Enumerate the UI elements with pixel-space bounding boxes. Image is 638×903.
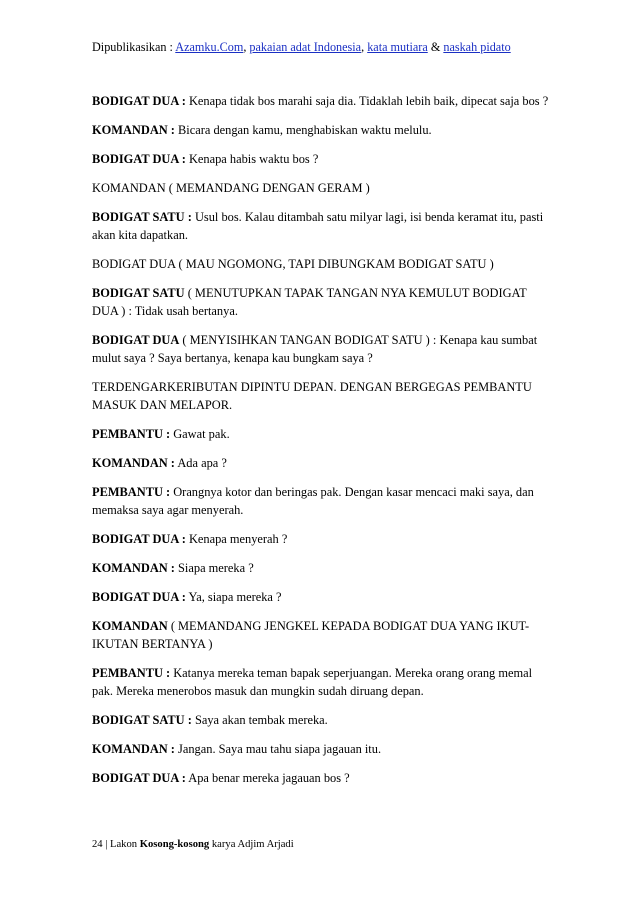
speaker: BODIGAT SATU : (92, 713, 192, 727)
speaker: KOMANDAN (92, 619, 168, 633)
dialogue-line (92, 284, 552, 320)
page-footer (92, 838, 294, 852)
speaker: BODIGAT DUA : (92, 94, 186, 108)
dialogue-text: ( MEMANDANG JENGKEL KEPADA BODIGAT DUA YANG IKUT-IKUTAN BERTANYA ) (92, 619, 530, 651)
speaker: PEMBANTU : (92, 666, 171, 680)
dialogue-text: Gawat pak. (170, 427, 230, 441)
dialogue-line (92, 150, 552, 168)
dialogue-line (92, 588, 552, 606)
dialogue-text: Bicara dengan kamu, menghabiskan waktu melulu. (174, 123, 432, 137)
dialogue-text: ( MENYISIHKAN TANGAN BODIGAT SATU ) : Kenapa kau sumbat mulut saya ? Saya bertanya, kenapa kau bungkam saya ? (92, 333, 538, 365)
speaker: PEMBANTU : (92, 485, 171, 499)
stage-direction (92, 179, 552, 197)
dialogue-text: Orangnya kotor dan beringas pak. Dengan kasar mencaci maki saya, dan memaksa saya agar menyerah. (92, 485, 534, 517)
dialogue-text: Saya akan tembak mereka. (191, 713, 328, 727)
dialogue-line (92, 208, 552, 244)
script-body (92, 92, 552, 798)
dialogue-text: Kenapa habis waktu bos ? (185, 152, 319, 166)
dialogue-line (92, 483, 552, 519)
dialogue-line (92, 425, 552, 443)
page-number: 24 (92, 839, 103, 850)
dialogue-line (92, 617, 552, 653)
dialogue-line (92, 92, 552, 110)
speaker: BODIGAT SATU : (92, 210, 192, 224)
header-sep: & (427, 40, 444, 54)
dialogue-text: ( MENUTUPKAN TAPAK TANGAN NYA KEMULUT BODIGAT DUA ) : Tidak usah bertanya. (92, 286, 527, 318)
link-pakaian-adat[interactable]: pakaian adat Indonesia (249, 40, 362, 54)
link-kata-mutiara[interactable]: kata mutiara (367, 40, 428, 54)
speaker: BODIGAT DUA : (92, 532, 186, 546)
dialogue-text: Kenapa menyerah ? (185, 532, 288, 546)
link-naskah-pidato[interactable]: naskah pidato (443, 40, 511, 54)
speaker: BODIGAT DUA : (92, 771, 186, 785)
stage-direction (92, 255, 552, 273)
dialogue-text: Jangan. Saya mau tahu siapa jagauan itu. (174, 742, 382, 756)
dialogue-line (92, 454, 552, 472)
speaker: BODIGAT DUA (92, 333, 180, 347)
dialogue-text: Kenapa tidak bos marahi saja dia. Tidaklah lebih baik, dipecat saja bos ? (185, 94, 549, 108)
page-header (92, 40, 562, 55)
header-sep: , (243, 40, 250, 54)
stage-direction (92, 378, 552, 414)
link-azamku[interactable]: Azamku.Com (175, 40, 244, 54)
dialogue-line (92, 711, 552, 729)
speaker: KOMANDAN : (92, 561, 175, 575)
play-title: Kosong-kosong (139, 839, 210, 850)
dialogue-text: Apa benar mereka jagauan bos ? (185, 771, 350, 785)
footer-author: karya Adjim Arjadi (209, 839, 294, 850)
dialogue-line (92, 664, 552, 700)
header-sep: , (361, 40, 368, 54)
dialogue-text: Ya, siapa mereka ? (185, 590, 282, 604)
footer-sep: | Lakon (102, 839, 140, 850)
dialogue-line (92, 559, 552, 577)
speaker: KOMANDAN : (92, 456, 175, 470)
dialogue-line (92, 331, 552, 367)
speaker: KOMANDAN : (92, 742, 175, 756)
dialogue-text: Ada apa ? (174, 456, 227, 470)
speaker: BODIGAT DUA : (92, 152, 186, 166)
speaker: PEMBANTU : (92, 427, 171, 441)
direction-text: BODIGAT DUA ( MAU NGOMONG, TAPI DIBUNGKAM BODIGAT SATU ) (92, 257, 494, 271)
dialogue-text: Katanya mereka teman bapak seperjuangan. Mereka orang orang memal pak. Mereka menerobos masuk dan mungkin sudah diruang depan. (92, 666, 533, 698)
direction-text: KOMANDAN ( MEMANDANG DENGAN GERAM ) (92, 181, 370, 195)
header-prefix: Dipublikasikan : (92, 40, 176, 54)
direction-text: TERDENGARKERIBUTAN DIPINTU DEPAN. DENGAN BERGEGAS PEMBANTU MASUK DAN MELAPOR. (92, 380, 532, 412)
dialogue-text: Siapa mereka ? (174, 561, 254, 575)
dialogue-line (92, 769, 552, 787)
dialogue-line (92, 121, 552, 139)
dialogue-text: Usul bos. Kalau ditambah satu milyar lagi, isi benda keramat itu, pasti akan kita dapatkan. (92, 210, 544, 242)
dialogue-line (92, 530, 552, 548)
dialogue-line (92, 740, 552, 758)
speaker: BODIGAT DUA : (92, 590, 186, 604)
speaker: KOMANDAN : (92, 123, 175, 137)
speaker: BODIGAT SATU (92, 286, 185, 300)
